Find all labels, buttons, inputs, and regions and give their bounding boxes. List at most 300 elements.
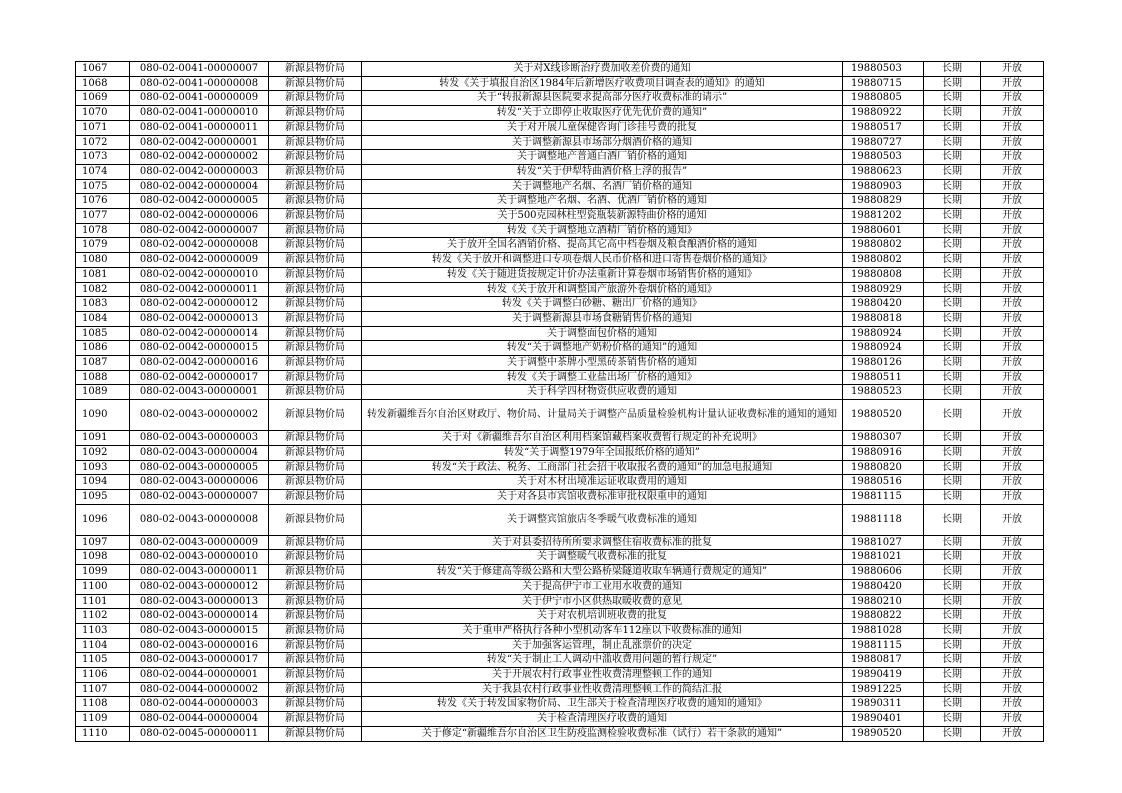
archive-code: 080-02-0041-00000010 [130,106,269,121]
document-date: 19880523 [843,385,924,400]
retention-period: 长期 [924,712,981,727]
document-date: 19880802 [843,253,924,268]
archive-code: 080-02-0041-00000009 [130,91,269,106]
table-row [76,62,1044,77]
archive-code: 080-02-0042-00000015 [130,341,269,356]
document-title: 关于对开展儿童保健咨询门诊挂号费的批复 [362,120,843,135]
retention-period: 长期 [924,697,981,712]
record-number: 1102 [76,609,130,624]
retention-period: 长期 [924,623,981,638]
retention-period: 长期 [924,120,981,135]
document-date: 19880820 [843,460,924,475]
document-title: 转发《关于随进货按规定计价办法重新计算卷烟市场销售价格的通知》 [362,267,843,282]
archive-code: 080-02-0043-00000010 [130,550,269,565]
document-title: 转发《关于转发国家物价局、卫生部关于检查清理医疗收费的通知的通知》 [362,697,843,712]
archive-code: 080-02-0043-00000007 [130,489,269,504]
document-date: 19880924 [843,341,924,356]
document-date: 19880715 [843,76,924,91]
responsible-org: 新源县物价局 [269,653,362,668]
document-date: 19880511 [843,370,924,385]
archive-code: 080-02-0043-00000008 [130,504,269,535]
access-status: 开放 [981,535,1044,550]
responsible-org: 新源县物价局 [269,431,362,446]
responsible-org: 新源县物价局 [269,565,362,580]
document-date: 19880503 [843,62,924,77]
table-row [76,504,1044,535]
document-title: 关于调整地产名烟、名酒、优酒厂销价格的通知 [362,194,843,209]
retention-period: 长期 [924,164,981,179]
responsible-org: 新源县物价局 [269,726,362,741]
access-status: 开放 [981,106,1044,121]
access-status: 开放 [981,62,1044,77]
retention-period: 长期 [924,209,981,224]
archive-code: 080-02-0041-00000007 [130,62,269,77]
archive-code: 080-02-0043-00000016 [130,638,269,653]
responsible-org: 新源县物价局 [269,489,362,504]
retention-period: 长期 [924,106,981,121]
responsible-org: 新源县物价局 [269,282,362,297]
document-title: 转发“关于政法、税务、工商部门社会招干收取报名费的通知”的加急电报通知 [362,460,843,475]
table-row [76,370,1044,385]
document-title: 转发“关于立即停止收取医疗优先优价费的通知” [362,106,843,121]
document-title: 关于伊宁市小区供热取暖收费的意见 [362,594,843,609]
document-title: 转发“关于制止工人调动中滥收费用问题的暂行规定” [362,653,843,668]
document-date: 19880922 [843,106,924,121]
document-title: 关于对农机培训班收费的批复 [362,609,843,624]
table-row [76,135,1044,150]
responsible-org: 新源县物价局 [269,209,362,224]
archive-code: 080-02-0042-00000012 [130,297,269,312]
document-date: 19880420 [843,297,924,312]
document-title: 转发《关于调整白砂糖、糖出厂价格的通知》 [362,297,843,312]
responsible-org: 新源县物价局 [269,682,362,697]
responsible-org: 新源县物价局 [269,135,362,150]
document-date: 19881202 [843,209,924,224]
responsible-org: 新源县物价局 [269,370,362,385]
table-row [76,385,1044,400]
access-status: 开放 [981,726,1044,741]
archive-code: 080-02-0043-00000013 [130,594,269,609]
responsible-org: 新源县物价局 [269,62,362,77]
archive-code: 080-02-0042-00000013 [130,311,269,326]
document-date: 19880829 [843,194,924,209]
record-number: 1101 [76,594,130,609]
retention-period: 长期 [924,565,981,580]
archive-code: 080-02-0043-00000002 [130,400,269,431]
access-status: 开放 [981,194,1044,209]
access-status: 开放 [981,356,1044,371]
responsible-org: 新源县物价局 [269,638,362,653]
access-status: 开放 [981,504,1044,535]
table-row [76,535,1044,550]
document-title: 关于提高伊宁市工业用水收费的通知 [362,579,843,594]
responsible-org: 新源县物价局 [269,609,362,624]
document-title: 关于我县农村行政事业性收费清理整顿工作的简结汇报 [362,682,843,697]
responsible-org: 新源县物价局 [269,385,362,400]
archive-code: 080-02-0043-00000006 [130,475,269,490]
archive-code: 080-02-0043-00000017 [130,653,269,668]
responsible-org: 新源县物价局 [269,400,362,431]
retention-period: 长期 [924,475,981,490]
table-row [76,326,1044,341]
table-row [76,668,1044,683]
access-status: 开放 [981,460,1044,475]
document-title: 转发《关于调整地立酒精厂销价格的通知》 [362,223,843,238]
retention-period: 长期 [924,282,981,297]
table-row [76,282,1044,297]
record-number: 1100 [76,579,130,594]
document-title: 关于调整地产普通白酒厂销价格的通知 [362,150,843,165]
document-title: 关于500克园林柱型瓷瓶装新源特曲价格的通知 [362,209,843,224]
document-date: 19880924 [843,326,924,341]
retention-period: 长期 [924,445,981,460]
document-date: 19890311 [843,697,924,712]
document-date: 19880903 [843,179,924,194]
record-number: 1096 [76,504,130,535]
retention-period: 长期 [924,653,981,668]
record-number: 1099 [76,565,130,580]
retention-period: 长期 [924,609,981,624]
table-row [76,594,1044,609]
document-date: 19880517 [843,120,924,135]
access-status: 开放 [981,311,1044,326]
responsible-org: 新源县物价局 [269,356,362,371]
record-number: 1070 [76,106,130,121]
document-date: 19881021 [843,550,924,565]
responsible-org: 新源县物价局 [269,579,362,594]
archive-code: 080-02-0042-00000006 [130,209,269,224]
responsible-org: 新源县物价局 [269,76,362,91]
table-row [76,253,1044,268]
responsible-org: 新源县物价局 [269,120,362,135]
record-number: 1085 [76,326,130,341]
document-date: 19880503 [843,150,924,165]
access-status: 开放 [981,267,1044,282]
document-date: 19880601 [843,223,924,238]
document-title: 关于调整暖气收费标准的批复 [362,550,843,565]
record-number: 1095 [76,489,130,504]
record-number: 1082 [76,282,130,297]
record-number: 1073 [76,150,130,165]
record-number: 1079 [76,238,130,253]
archive-code: 080-02-0043-00000001 [130,385,269,400]
archive-code: 080-02-0044-00000004 [130,712,269,727]
retention-period: 长期 [924,460,981,475]
document-date: 19891225 [843,682,924,697]
responsible-org: 新源县物价局 [269,106,362,121]
document-title: 关于对木材出境准运证收取费用的通知 [362,475,843,490]
table-row [76,460,1044,475]
retention-period: 长期 [924,726,981,741]
retention-period: 长期 [924,638,981,653]
record-number: 1105 [76,653,130,668]
record-number: 1109 [76,712,130,727]
access-status: 开放 [981,135,1044,150]
document-date: 19880307 [843,431,924,446]
document-date: 19880802 [843,238,924,253]
archive-code: 080-02-0042-00000009 [130,253,269,268]
archive-code: 080-02-0043-00000012 [130,579,269,594]
archive-code: 080-02-0042-00000017 [130,370,269,385]
access-status: 开放 [981,565,1044,580]
retention-period: 长期 [924,194,981,209]
access-status: 开放 [981,638,1044,653]
document-title: 关于开展农村行政事业性收费清理整顿工作的通知 [362,668,843,683]
archive-code: 080-02-0042-00000008 [130,238,269,253]
document-title: 关于科学四材物资供应收费的通知 [362,385,843,400]
document-title: 关于对县委招待所所要求调整住宿收费标准的批复 [362,535,843,550]
table-row [76,712,1044,727]
responsible-org: 新源县物价局 [269,238,362,253]
retention-period: 长期 [924,489,981,504]
table-row [76,431,1044,446]
table-row [76,697,1044,712]
access-status: 开放 [981,238,1044,253]
table-row [76,489,1044,504]
archive-code: 080-02-0044-00000001 [130,668,269,683]
responsible-org: 新源县物价局 [269,475,362,490]
document-title: 转发“关于调整地产奶粉价格的通知”的通知 [362,341,843,356]
table-row [76,682,1044,697]
table-body [76,62,1044,742]
access-status: 开放 [981,623,1044,638]
access-status: 开放 [981,594,1044,609]
document-date: 19880805 [843,91,924,106]
access-status: 开放 [981,150,1044,165]
record-number: 1078 [76,223,130,238]
record-number: 1069 [76,91,130,106]
table-row [76,238,1044,253]
archive-code: 080-02-0043-00000003 [130,431,269,446]
document-title: 转发《关于填报自治区1984年后新增医疗收费项目调查表的通知》的通知 [362,76,843,91]
responsible-org: 新源县物价局 [269,150,362,165]
access-status: 开放 [981,341,1044,356]
document-date: 19880210 [843,594,924,609]
retention-period: 长期 [924,400,981,431]
document-title: 关于修定“新疆维吾尔自治区卫生防疫监测检验收费标准（试行）若干条款的通知” [362,726,843,741]
table-row [76,653,1044,668]
responsible-org: 新源县物价局 [269,164,362,179]
responsible-org: 新源县物价局 [269,697,362,712]
responsible-org: 新源县物价局 [269,445,362,460]
document-date: 19881115 [843,489,924,504]
record-number: 1084 [76,311,130,326]
archive-code: 080-02-0043-00000005 [130,460,269,475]
retention-period: 长期 [924,267,981,282]
archive-code: 080-02-0043-00000011 [130,565,269,580]
record-number: 1092 [76,445,130,460]
table-row [76,150,1044,165]
access-status: 开放 [981,164,1044,179]
access-status: 开放 [981,76,1044,91]
retention-period: 长期 [924,150,981,165]
retention-period: 长期 [924,535,981,550]
table-row [76,638,1044,653]
archive-code: 080-02-0042-00000004 [130,179,269,194]
retention-period: 长期 [924,311,981,326]
access-status: 开放 [981,712,1044,727]
retention-period: 长期 [924,370,981,385]
retention-period: 长期 [924,431,981,446]
retention-period: 长期 [924,76,981,91]
access-status: 开放 [981,475,1044,490]
table-row [76,356,1044,371]
record-number: 1074 [76,164,130,179]
retention-period: 长期 [924,223,981,238]
access-status: 开放 [981,489,1044,504]
record-number: 1083 [76,297,130,312]
responsible-org: 新源县物价局 [269,535,362,550]
responsible-org: 新源县物价局 [269,668,362,683]
record-number: 1106 [76,668,130,683]
retention-period: 长期 [924,594,981,609]
responsible-org: 新源县物价局 [269,460,362,475]
retention-period: 长期 [924,579,981,594]
table-row [76,565,1044,580]
document-title: 关于放开全国名酒销价格、提高其它高中档卷烟及粮食酿酒价格的通知 [362,238,843,253]
archive-code: 080-02-0044-00000002 [130,682,269,697]
record-number: 1104 [76,638,130,653]
retention-period: 长期 [924,135,981,150]
access-status: 开放 [981,400,1044,431]
document-title: 关于调整新源县市场食糖销售价格的通知 [362,311,843,326]
document-title: 关于调整中茶牌小型黑砖茶销售价格的通知 [362,356,843,371]
table-row [76,445,1044,460]
archive-table [75,61,1044,742]
document-title: 转发“关于伊犁特曲酒价格上浮的报告” [362,164,843,179]
record-number: 1098 [76,550,130,565]
document-date: 19880822 [843,609,924,624]
table-row [76,341,1044,356]
table-row [76,91,1044,106]
responsible-org: 新源县物价局 [269,297,362,312]
record-number: 1103 [76,623,130,638]
table-row [76,726,1044,741]
retention-period: 长期 [924,238,981,253]
record-number: 1093 [76,460,130,475]
access-status: 开放 [981,609,1044,624]
archive-code: 080-02-0042-00000005 [130,194,269,209]
record-number: 1081 [76,267,130,282]
document-date: 19890520 [843,726,924,741]
document-date: 19881115 [843,638,924,653]
retention-period: 长期 [924,356,981,371]
table-row [76,106,1044,121]
document-date: 19881027 [843,535,924,550]
access-status: 开放 [981,282,1044,297]
responsible-org: 新源县物价局 [269,504,362,535]
responsible-org: 新源县物价局 [269,267,362,282]
record-number: 1107 [76,682,130,697]
table-row [76,194,1044,209]
archive-code: 080-02-0042-00000001 [130,135,269,150]
record-number: 1097 [76,535,130,550]
retention-period: 长期 [924,91,981,106]
table-row [76,579,1044,594]
archive-code: 080-02-0043-00000015 [130,623,269,638]
document-title: 关于对X线诊断治疗费加收差价费的通知 [362,62,843,77]
access-status: 开放 [981,253,1044,268]
retention-period: 长期 [924,504,981,535]
responsible-org: 新源县物价局 [269,712,362,727]
retention-period: 长期 [924,682,981,697]
record-number: 1108 [76,697,130,712]
table-row [76,623,1044,638]
record-number: 1090 [76,400,130,431]
record-number: 1088 [76,370,130,385]
access-status: 开放 [981,370,1044,385]
access-status: 开放 [981,120,1044,135]
retention-period: 长期 [924,179,981,194]
table-row [76,400,1044,431]
record-number: 1089 [76,385,130,400]
document-date: 19880929 [843,282,924,297]
document-date: 19880818 [843,311,924,326]
document-date: 19880916 [843,445,924,460]
document-date: 19881028 [843,623,924,638]
document-title: 关于加强客运管理，制止乱涨票价的决定 [362,638,843,653]
document-date: 19890401 [843,712,924,727]
responsible-org: 新源县物价局 [269,223,362,238]
document-title: 转发《关于放开和调整进口专项卷烟人民币价格和进口寄售卷烟价格的通知》 [362,253,843,268]
table-row [76,267,1044,282]
document-title: 转发“关于修建高等级公路和大型公路桥梁隧道收取车辆通行费规定的通知” [362,565,843,580]
document-title: 关于“转报新源县医院要求提高部分医疗收费标准的请示” [362,91,843,106]
record-number: 1094 [76,475,130,490]
archive-code: 080-02-0045-00000011 [130,726,269,741]
archive-code: 080-02-0043-00000004 [130,445,269,460]
archive-code: 080-02-0042-00000002 [130,150,269,165]
retention-period: 长期 [924,297,981,312]
document-date: 19880420 [843,579,924,594]
record-number: 1110 [76,726,130,741]
record-number: 1072 [76,135,130,150]
responsible-org: 新源县物价局 [269,341,362,356]
table-row [76,120,1044,135]
table-row [76,550,1044,565]
document-title: 关于调整新源县市场部分烟酒价格的通知 [362,135,843,150]
retention-period: 长期 [924,341,981,356]
document-title: 关于调整面包价格的通知 [362,326,843,341]
access-status: 开放 [981,179,1044,194]
responsible-org: 新源县物价局 [269,179,362,194]
table-row [76,609,1044,624]
responsible-org: 新源县物价局 [269,623,362,638]
archive-code: 080-02-0042-00000003 [130,164,269,179]
table-row [76,179,1044,194]
record-number: 1087 [76,356,130,371]
responsible-org: 新源县物价局 [269,594,362,609]
table-row [76,475,1044,490]
document-date: 19880606 [843,565,924,580]
record-number: 1091 [76,431,130,446]
record-number: 1071 [76,120,130,135]
document-title: 关于检查清理医疗收费的通知 [362,712,843,727]
access-status: 开放 [981,579,1044,594]
access-status: 开放 [981,223,1044,238]
document-date: 19880623 [843,164,924,179]
access-status: 开放 [981,326,1044,341]
archive-code: 080-02-0043-00000014 [130,609,269,624]
archive-code: 080-02-0042-00000014 [130,326,269,341]
document-title: 转发“关于调整1979年全国报纸价格的通知” [362,445,843,460]
record-number: 1077 [76,209,130,224]
access-status: 开放 [981,209,1044,224]
record-number: 1075 [76,179,130,194]
responsible-org: 新源县物价局 [269,91,362,106]
document-date: 19880817 [843,653,924,668]
table-row [76,223,1044,238]
